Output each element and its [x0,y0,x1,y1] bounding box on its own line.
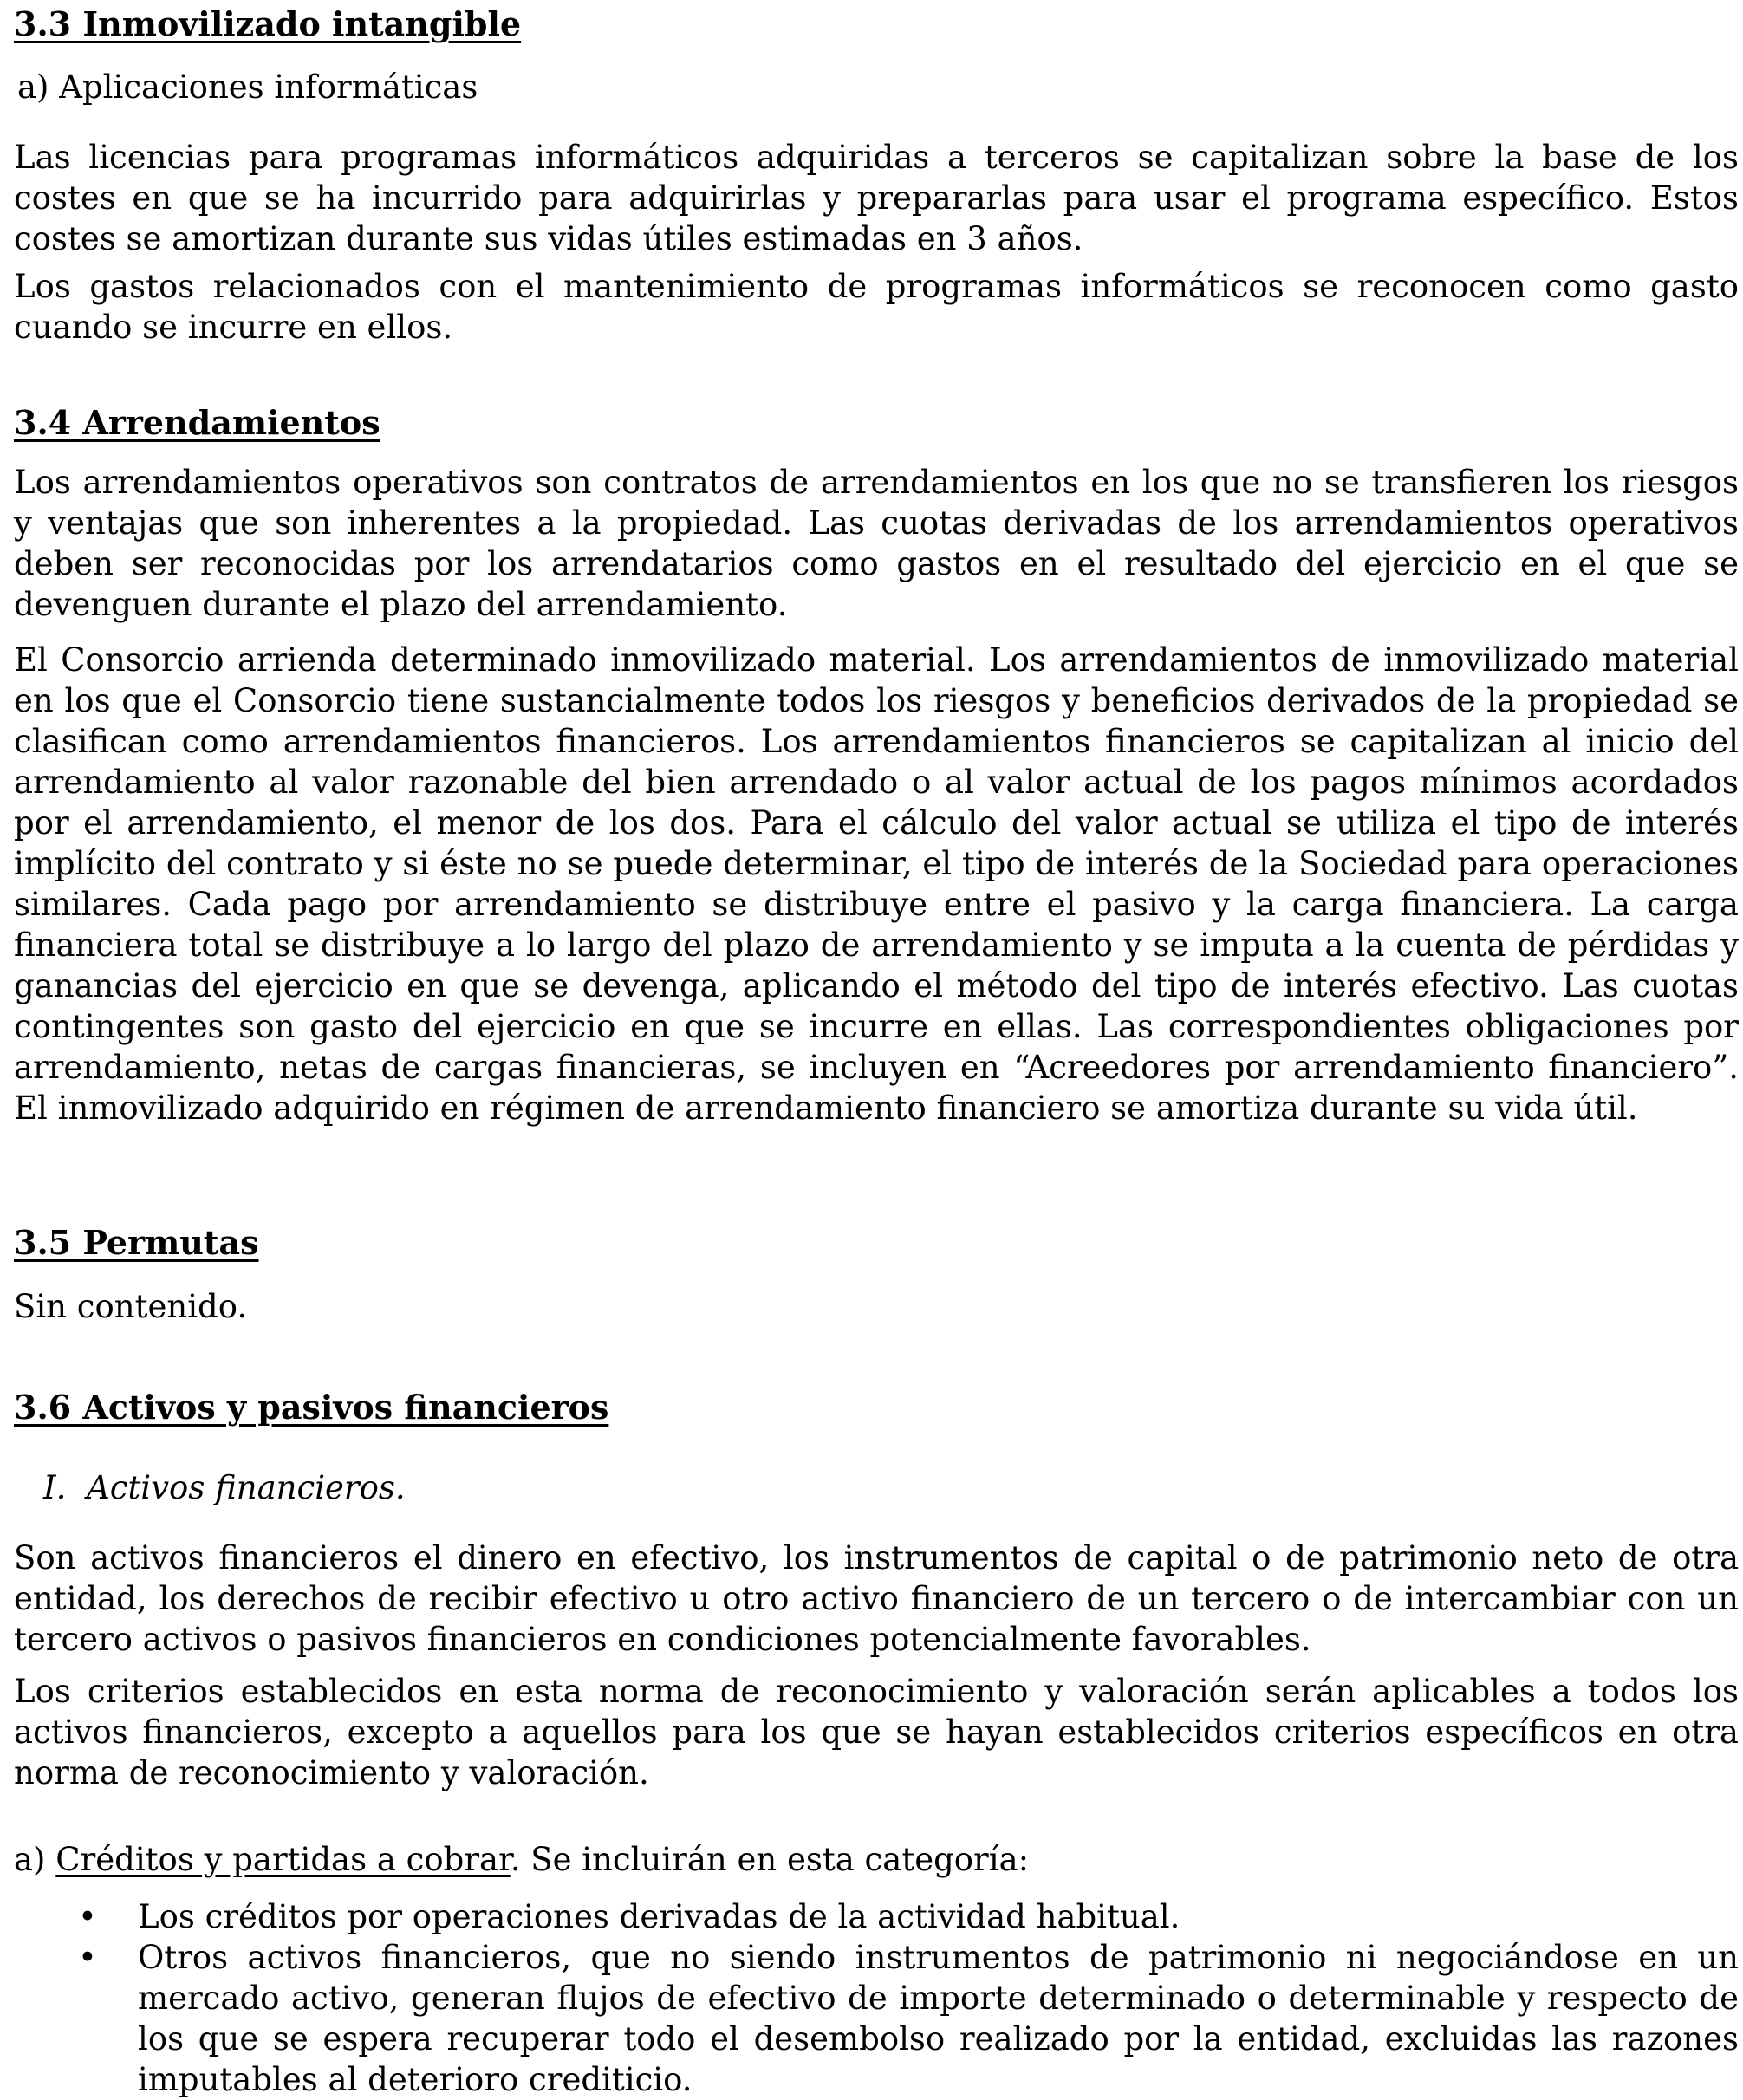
category-line-creditos [14,1839,1739,1880]
paragraph-criterios: Los criterios establecidos en esta norma de reconocimiento y valoración serán aplicables a todos los activos financieros, excepto a aquellos para los que se hayan establecidos criterios específicos en otra norma de reconocimiento y valoración. [14,1673,1739,1791]
list-item-text: Los créditos por operaciones derivadas de la actividad habitual. [138,1898,1180,1935]
bullet-list [14,1896,1739,2100]
list-item [14,1937,1739,2100]
section-heading-3-5: 3.5 Permutas [14,1223,259,1262]
roman-numeral: I. [43,1469,67,1506]
roman-heading-activos [14,1467,1739,1508]
section-heading-3-4: 3.4 Arrendamientos [14,403,380,442]
paragraph-arrendamientos-financieros: El Consorcio arrienda determinado inmovilizado material. Los arrendamientos de inmovilizado material en los que el Consorcio tiene sustancialmente todos los riesgos y beneficios derivados de la propiedad se clasifican como arrendamientos financieros. Los arrendamientos financieros se capitalizan al inicio del arrendamiento al valor razonable del bien arrendado o al valor actual de los pagos mínimos acordados por el arrendamiento, el menor de los dos. Para el cálculo del valor actual se utiliza el tipo de interés implícito del contrato y si éste no se puede determinar, el tipo de interés de la Sociedad para operaciones similares. Cada pago por arrendamiento se distribuye entre el pasivo y la carga financiera. La carga financiera total se distribuye a lo largo del plazo de arrendamiento y se imputa a la cuenta de pérdidas y ganancias del ejercicio en que se devenga, aplicando el método del tipo de interés efectivo. Las cuotas contingentes son gasto del ejercicio en que se incurre en ellas. Las correspondientes obligaciones por arrendamiento, netas de cargas financieras, se incluyen en “Acreedores por arrendamiento financiero”. El inmovilizado adquirido en régimen de arrendamiento financiero se amortiza durante su vida útil. [14,641,1739,1127]
list-item-text: Otros activos financieros, que no siendo instrumentos de patrimonio ni negociándose en un mercado activo, generan flujos de efectivo de importe determinado o determinable y respecto de los que se espera recuperar todo el desembolso realizado por la entidad, excluidas las razones imputables al deterioro crediticio. [138,1939,1739,2098]
list-item [14,1896,1739,1937]
category-prefix: a) [14,1841,56,1878]
paragraph-mantenimiento: Los gastos relacionados con el mantenimiento de programas informáticos se reconocen como gasto cuando se incurre en ellos. [14,268,1739,346]
paragraph-sin-contenido: Sin contenido. [14,1288,248,1325]
paragraph-licencias: Las licencias para programas informáticos adquiridas a terceros se capitalizan sobre la base de los costes en que se ha incurrido para adquirirlas y prepararlas para usar el programa específico. Estos costes se amortizan durante sus vidas útiles estimadas en 3 años. [14,139,1739,257]
category-title: Créditos y partidas a cobrar [55,1841,511,1878]
paragraph-arrendamientos-operativos: Los arrendamientos operativos son contratos de arrendamientos en los que no se transfieren los riesgos y ventajas que son inherentes a la propiedad. Las cuotas derivadas de los arrendamientos operativos deben ser reconocidas por los arrendatarios como gastos en el resultado del ejercicio en el que se devenguen durante el plazo del arrendamiento. [14,464,1739,623]
section-heading-3-3: 3.3 Inmovilizado intangible [14,4,522,43]
bullet-glyph: • [78,1939,97,1976]
roman-title: Activos financieros. [87,1469,406,1506]
category-rest: . Se incluirán en esta categoría: [510,1841,1030,1878]
section-heading-3-6: 3.6 Activos y pasivos financieros [14,1388,609,1427]
subsection-title-aplicaciones: a) Aplicaciones informáticas [17,68,478,106]
paragraph-definicion-activos: Son activos financieros el dinero en efectivo, los instrumentos de capital o de patrimonio neto de otra entidad, los derechos de recibir efectivo u otro activo financiero de un tercero o de intercambiar con un tercero activos o pasivos financieros en condiciones potencialmente favorables. [14,1539,1739,1658]
bullet-glyph: • [78,1898,97,1935]
